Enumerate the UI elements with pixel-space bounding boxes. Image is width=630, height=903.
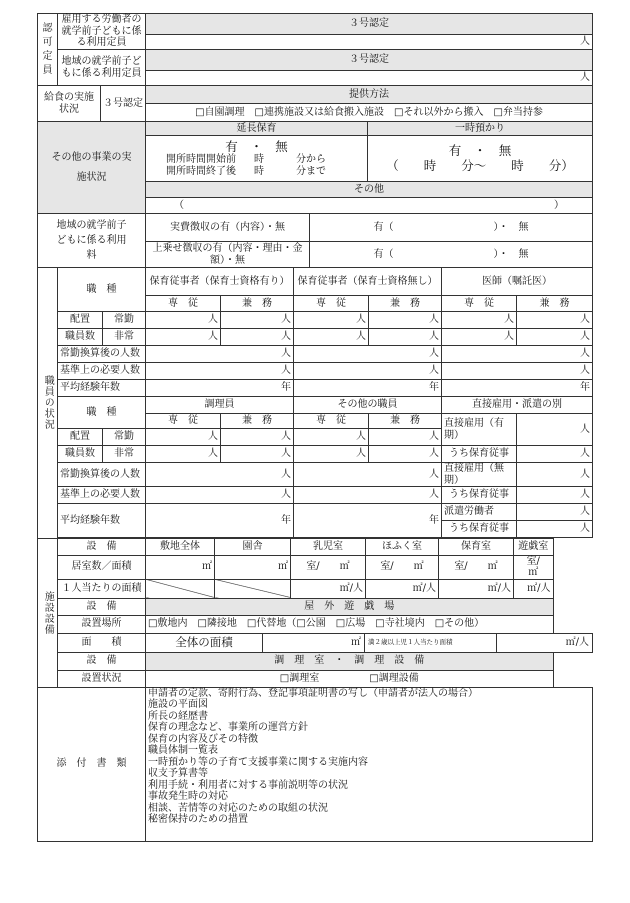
zentai-value[interactable]: ㎡ [263, 634, 365, 652]
col-yugishitsu: 遊戯室 [514, 538, 554, 555]
shokuin-label: 職員の状況 [38, 268, 58, 539]
encho-line1: 開所時間開始前 時 分から [166, 154, 326, 166]
zentai-label: 全体の面積 [146, 634, 263, 652]
t1-kijun-1[interactable]: 人 [146, 363, 294, 380]
t2-keiken-1[interactable]: 年 [146, 504, 294, 538]
col-hofukushitsu: ほふく室 [366, 538, 439, 555]
encho-cell[interactable] [146, 136, 368, 182]
t2-kijun-2[interactable]: 人 [294, 487, 442, 504]
hitori-ensha-blank [215, 579, 291, 598]
hitori-hofukushitsu[interactable]: ㎡/人 [366, 579, 439, 598]
tenpu-item: 施設の平面図 [148, 699, 208, 710]
t2-side3-val[interactable]: 人 [517, 463, 593, 487]
tenpu-item: 保育の内容及びその特徴 [148, 733, 258, 745]
t1-col2: 保育従事者（保育士資格無し） [294, 268, 442, 296]
t1-kijun-2[interactable]: 人 [294, 363, 442, 380]
ryokin-label: 地域の就学前子どもに係る利用料 [38, 214, 146, 268]
t2-side5: 派遣労働者 [442, 504, 517, 521]
basho-label: 設置場所 [58, 615, 146, 633]
t1-senju-1: 専 従 [146, 296, 221, 312]
t1-hijokin-2[interactable]: 人 [221, 329, 294, 346]
t2-side3: 直接雇用（無期） [442, 463, 517, 487]
t2-side6-val[interactable]: 人 [517, 521, 593, 538]
tenpu-item: 収支予算書等 [148, 768, 208, 779]
ninka-teiin-table [37, 13, 593, 86]
t2-jokin: 常勤 [103, 429, 146, 446]
kyushoku-sub: ３号認定 [101, 86, 146, 122]
ichiji-cell[interactable] [368, 136, 593, 182]
col-shikichi: 敷地全体 [146, 538, 215, 555]
tenpu-table [37, 687, 593, 842]
kyushoku-method-header: 提供方法 [146, 86, 593, 104]
jigyo-label: その他の事業の実施状況 [38, 122, 146, 214]
encho-umu[interactable]: 有 ・ 無 [225, 138, 288, 154]
t1-hijokin-5[interactable]: 人 [442, 329, 517, 346]
tenpu-item: 職員体制一覧表 [148, 745, 218, 756]
hitori-yugishitsu[interactable]: ㎡/人 [514, 579, 554, 598]
t2-side1: 直接雇用（有期） [442, 414, 517, 446]
t1-jokin-4[interactable]: 人 [369, 312, 442, 329]
t1-senju-3: 専 従 [442, 296, 517, 312]
ryokin-table [37, 213, 593, 268]
setsubi-header-3: 設 備 [58, 652, 146, 670]
menseki-row [146, 633, 593, 652]
ninka-row2-unit[interactable]: 人 [146, 71, 593, 86]
t2-kijun: 基準上の必要人数 [58, 487, 146, 504]
ichiji-umu[interactable]: 有 ・ 無 [448, 143, 512, 159]
ninka-row2-label: 地域の就学前子どもに係る利用定員 [58, 50, 146, 86]
ensha-menseki[interactable]: ㎡ [215, 555, 291, 579]
menseki-label: 面 積 [58, 633, 146, 652]
t2-col1: 調理員 [146, 397, 294, 414]
ichiji-time[interactable]: （ 時 分～ 時 分） [386, 157, 574, 173]
kyushoku-table [37, 85, 593, 122]
ichiji-header: 一時預かり [368, 122, 593, 136]
t1-jokin-5[interactable]: 人 [442, 312, 517, 329]
t2-side5-val[interactable]: 人 [517, 504, 593, 521]
t2-hijokin: 非常 [103, 446, 146, 463]
t2-side6: うち保育従事 [442, 521, 517, 538]
shikichi-menseki[interactable]: ㎡ [146, 555, 215, 579]
t2-keiken-2[interactable]: 年 [294, 504, 442, 538]
t1-jokin-2[interactable]: 人 [221, 312, 294, 329]
t1-jokin-3[interactable]: 人 [294, 312, 369, 329]
jokyo-label: 設置状況 [58, 670, 146, 687]
t1-keiken-1[interactable]: 年 [146, 380, 294, 397]
sonota-header: その他 [146, 182, 593, 198]
tenpu-item: 申請者の定款、寄附行為、登記事項証明書の写し（申請者が法人の場合） [148, 687, 478, 699]
t2-hijokin-3[interactable]: 人 [294, 446, 369, 463]
t2-kijun-1[interactable]: 人 [146, 487, 294, 504]
t2-jokin-2[interactable]: 人 [221, 429, 294, 446]
t2-hijokin-1[interactable]: 人 [146, 446, 221, 463]
tenpu-item: 相談、苦情等の対応のための取組の状況 [148, 802, 328, 814]
t1-jokin-1[interactable]: 人 [146, 312, 221, 329]
tenpu-item: 利用手続・利用者に対する事前説明等の状況 [148, 779, 348, 791]
kyushoku-label: 給食の実施状況 [38, 86, 101, 122]
t1-keiken: 平均経験年数 [58, 380, 146, 397]
yugishitsu-menseki[interactable]: 室/ ㎡ [514, 555, 554, 579]
t2-side2-val[interactable]: 人 [517, 446, 593, 463]
t1-kenmu-1: 兼 務 [221, 296, 294, 312]
shisetsu-table [37, 538, 593, 688]
okugai-header: 屋 外 遊 戯 場 [146, 598, 554, 615]
t1-kijun-3[interactable]: 人 [442, 363, 593, 380]
kyushoku-options[interactable]: □自園調理 □連携施設又は給食搬入施設 □それ以外から搬入 □弁当持参 [146, 104, 593, 122]
ryokin-row1-label: 実費徴収の有（内容）・無 [146, 214, 310, 242]
t2-kansan-1[interactable]: 人 [146, 463, 294, 487]
tenpu-item: 秘密保持のための措置 [148, 814, 248, 825]
ninka-row2-value: ３号認定 [146, 50, 593, 71]
t2-kansan-2[interactable]: 人 [294, 463, 442, 487]
ninka-row1-value: ３号認定 [146, 14, 593, 35]
nisai-label: 満２歳以上児１人当たり面積 [365, 634, 497, 652]
t2-col2: その他の職員 [294, 397, 442, 414]
t2-side4-val[interactable]: 人 [517, 487, 593, 504]
chori-options[interactable]: □調理室 □調理設備 [146, 670, 554, 687]
t2-side4: うち保育従事 [442, 487, 517, 504]
t1-keiken-3[interactable]: 年 [442, 380, 593, 397]
t2-senju-2: 専 従 [294, 414, 369, 429]
hitori-shikichi-blank [146, 579, 215, 598]
t1-senju-2: 専 従 [294, 296, 369, 312]
t2-jokin-1[interactable]: 人 [146, 429, 221, 446]
t1-keiken-2[interactable]: 年 [294, 380, 442, 397]
t1-kenmu-2: 兼 務 [369, 296, 442, 312]
ninka-header: 認可定員 [38, 14, 58, 86]
t2-kenmu-2: 兼 務 [369, 414, 442, 429]
ryokin-row2-value[interactable]: 有（ ）・ 無 [310, 242, 593, 268]
t1-shokuinsu: 職員数 [58, 329, 103, 346]
ryokin-row2-label: 上乗せ徴収の有（内容・理由・金額）・無 [146, 242, 310, 268]
t1-hijokin-3[interactable]: 人 [294, 329, 369, 346]
t1-kansan-2[interactable]: 人 [294, 346, 442, 363]
tenpu-item: 一時預かり等の子育て支援事業に関する実施内容 [148, 756, 368, 768]
t2-side2: うち保育従事 [442, 446, 517, 463]
application-form [37, 13, 593, 842]
encho-header: 延長保育 [146, 122, 368, 136]
t1-haichi: 配置 [58, 312, 103, 329]
t1-hijokin-6[interactable]: 人 [517, 329, 593, 346]
t2-col3: 直接雇用・派遣の別 [442, 397, 593, 414]
tenpu-label: 添 付 書 類 [38, 687, 146, 841]
t1-kansan: 常勤換算後の人数 [58, 346, 146, 363]
setsubi-header-1: 設 備 [58, 538, 146, 555]
jigyo-table [37, 121, 593, 214]
nisai-value[interactable]: ㎡/人 [565, 636, 589, 648]
t1-kenmu-3: 兼 務 [517, 296, 593, 312]
ninka-row1-label: 雇用する労働者の就学前子どもに係る利用定員 [58, 14, 146, 50]
col-hoikushitsu: 保育室 [439, 538, 514, 555]
t2-senju-1: 専 従 [146, 414, 221, 429]
tenpu-item: 事故発生時の対応 [148, 791, 228, 802]
col-ensha: 園舎 [215, 538, 291, 555]
t1-kijun: 基準上の必要人数 [58, 363, 146, 380]
t1-col3: 医師（嘱託医） [442, 268, 593, 296]
t1-hijokin: 非常 [103, 329, 146, 346]
t1-shokushu: 職 種 [58, 268, 146, 312]
t2-hijokin-2[interactable]: 人 [221, 446, 294, 463]
t2-jokin-4[interactable]: 人 [369, 429, 442, 446]
setsubi-header-2: 設 備 [58, 598, 146, 615]
tenpu-item: 保育の理念など、事業所の運営方針 [148, 722, 308, 733]
t2-shokuinsu: 職員数 [58, 446, 103, 463]
t1-kansan-1[interactable]: 人 [146, 346, 294, 363]
hofukushitsu-menseki[interactable]: 室/ ㎡ [366, 555, 439, 579]
t2-jokin-3[interactable]: 人 [294, 429, 369, 446]
t1-jokin: 常勤 [103, 312, 146, 329]
kyoshitsu-label: 居室数／面積 [58, 555, 146, 579]
shokuin-table [37, 267, 593, 539]
t2-keiken: 平均経験年数 [58, 504, 146, 538]
hitori-label: １人当たりの面積 [58, 579, 146, 598]
t2-hijokin-4[interactable]: 人 [369, 446, 442, 463]
encho-line2: 開所時間終了後 時 分まで [166, 165, 326, 177]
chori-header: 調 理 室 ・ 調 理 設 備 [146, 652, 554, 670]
t2-kenmu-1: 兼 務 [221, 414, 294, 429]
t2-shokushu: 職 種 [58, 397, 146, 429]
shisetsu-label: 施設設備 [38, 538, 58, 687]
hoikushitsu-menseki[interactable]: 室/ ㎡ [439, 555, 514, 579]
ninka-row1-unit[interactable]: 人 [146, 35, 593, 50]
t2-haichi: 配置 [58, 429, 103, 446]
t1-hijokin-1[interactable]: 人 [146, 329, 221, 346]
col-nyujishitsu: 乳児室 [291, 538, 366, 555]
t1-col1: 保育従事者（保育士資格有り） [146, 268, 294, 296]
basho-options[interactable]: □敷地内 □隣接地 □代替地（□公園 □広場 □寺社境内 □その他） [146, 615, 554, 633]
t1-jokin-6[interactable]: 人 [517, 312, 593, 329]
t1-hijokin-4[interactable]: 人 [369, 329, 442, 346]
sonota-cell[interactable]: （ ） [146, 198, 593, 214]
tenpu-list [146, 687, 593, 841]
t2-side1-val[interactable]: 人 [517, 414, 593, 446]
hitori-nyujishitsu[interactable]: ㎡/人 [291, 579, 366, 598]
t2-kansan: 常勤換算後の人数 [58, 463, 146, 487]
tenpu-item: 所長の経歴書 [148, 710, 208, 722]
nyujishitsu-menseki[interactable]: 室/ ㎡ [291, 555, 366, 579]
t1-kansan-3[interactable]: 人 [442, 346, 593, 363]
ryokin-row1-value[interactable]: 有（ ）・ 無 [310, 214, 593, 242]
hitori-hoikushitsu[interactable]: ㎡/人 [439, 579, 514, 598]
